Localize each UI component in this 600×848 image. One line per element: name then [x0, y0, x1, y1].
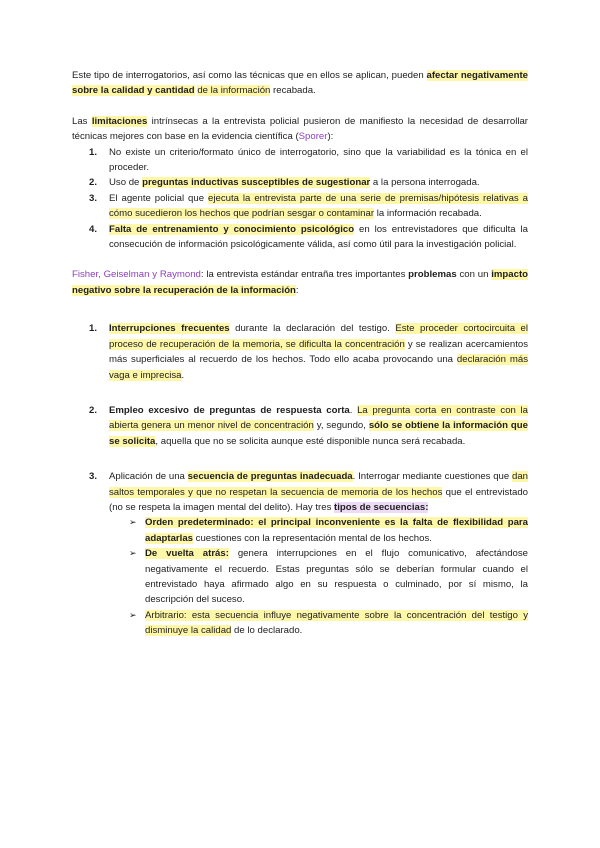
limits-text-end: ): [327, 131, 334, 143]
list-text: , aquella que no se solicita aunque esté disponible nunca será recabada. [155, 435, 466, 447]
limits-highlight: limitaciones [91, 115, 148, 127]
list-highlight: Orden predeterminado: el principal inconveniente es la falta de flexibilidad para adaptarlas [145, 517, 528, 544]
sequences-list [72, 515, 528, 638]
list-text: genera interrupciones en el flujo comunicativo, afectándose negativamente el recuerdo. Estas preguntas sólo se deberían formular cuando el entrevistado haya afirmado algo en su respuesta o culminado, por sí mismo, la descripción del suceso. [145, 548, 528, 606]
list-highlight-purple: tipos de secuencias: [334, 501, 429, 513]
list-highlight: Falta de entrenamiento y conocimiento psicológico [109, 223, 355, 235]
list-item [72, 608, 528, 639]
intro-highlight-info: de la información [197, 85, 271, 97]
list-number: 3. [89, 471, 98, 483]
document-page [72, 68, 528, 639]
intro-text: Este tipo de interrogatorios, así como las técnicas que en ellos se aplican, pueden [72, 70, 427, 81]
list-item [72, 222, 528, 253]
list-item [72, 515, 528, 546]
list-text: durante la declaración del testigo. [229, 323, 396, 335]
list-text: y, segundo, [313, 420, 369, 432]
fisher-bold: problemas [408, 269, 457, 281]
limits-text-body: intrínsecas a la entrevista policial pusieron de manifiesto la necesidad de desarrollar técnicas mejores con base en la evidencia científica ( [72, 115, 528, 143]
list-text: . Interrogar mediante cuestiones que [352, 471, 512, 483]
list-text: El agente policial que [109, 192, 209, 204]
intro-paragraph [72, 68, 528, 99]
problems-list [72, 321, 528, 515]
list-item [72, 175, 528, 190]
list-text: de lo declarado. [231, 625, 303, 637]
list-text: . [181, 369, 185, 381]
list-item [72, 191, 528, 222]
list-highlight: sólo se obtiene la información que se solicita [109, 420, 528, 447]
list-number: 1. [89, 323, 98, 335]
list-item [72, 145, 528, 176]
limits-author: Sporer [298, 131, 328, 143]
list-text: en los entrevistadores que dificulta la consecución de información psicológicamente válida, así como útil para la investigación policial. [109, 223, 528, 251]
list-text: Uso de [109, 177, 143, 189]
fisher-highlight: impacto negativo sobre la recuperación de la información [72, 269, 529, 296]
list-text: cuestiones con la representación mental de los hechos. [193, 532, 432, 544]
intro-text-end: recabada. [270, 85, 316, 97]
arrow-bullet-icon: ➢ [129, 517, 137, 528]
list-item [72, 403, 528, 449]
list-highlight: secuencia de preguntas inadecuada [187, 471, 353, 483]
list-highlight: ejecuta la entrevista parte de una serie de premisas/hipótesis relativas a cómo sucedieron los hechos que podrían sesgar o contaminar [109, 192, 529, 220]
list-number: 3. [89, 192, 98, 204]
list-text: No existe un criterio/formato único de interrogatorio, sino que la variabilidad es la tónica en el proceder. [109, 146, 528, 174]
list-highlight: La pregunta corta en contraste con la abierta genera un menor nivel de concentración [109, 404, 528, 432]
list-number: 2. [89, 404, 98, 416]
list-item [72, 469, 528, 515]
intro-highlight: afectar negativamente sobre la calidad y cantidad [72, 70, 529, 97]
list-number: 1. [89, 146, 98, 158]
fisher-authors: Fisher, Geiselman y Raymond [72, 269, 201, 281]
list-highlight: Arbitrario: esta secuencia influye negativamente sobre la concentración del testigo y disminuye la calidad [145, 609, 528, 637]
list-spacer [72, 383, 528, 403]
list-bold: Empleo excesivo de preguntas de respuesta corta [109, 404, 350, 416]
list-highlight: Este proceder cortocircuita el proceso de recuperación de la memoria, se dificulta la concentración [109, 323, 528, 350]
list-highlight: Interrupciones frecuentes [109, 323, 230, 335]
fisher-text: : la entrevista estándar entraña tres importantes [200, 269, 409, 281]
list-number: 4. [89, 223, 98, 235]
list-highlight: declaración más vaga e imprecisa [109, 354, 528, 381]
arrow-bullet-icon: ➢ [129, 609, 137, 620]
limits-paragraph [72, 114, 528, 145]
list-text: y se realizan acercamientos más superficiales al recuerdo de los hechos. Todo ello acaba provocando una [109, 338, 528, 366]
list-text: a la persona interrogada. [370, 177, 480, 189]
list-text: la información recabada. [374, 208, 482, 220]
list-item [72, 546, 528, 608]
list-item [72, 321, 528, 383]
list-text: Aplicación de una [109, 471, 188, 483]
list-highlight: preguntas inductivas susceptibles de sugestionar [142, 177, 371, 189]
list-highlight: dan saltos temporales y que no respetan la secuencia de memoria de los hechos [109, 471, 528, 498]
arrow-bullet-icon: ➢ [129, 548, 137, 559]
list-text: que el entrevistado (no se respeta la imagen mental del delito). Hay tres [109, 486, 528, 513]
list-number: 2. [89, 177, 98, 189]
fisher-text-end: : [295, 284, 299, 296]
list-text: . [349, 404, 358, 416]
list-spacer [72, 449, 528, 469]
limits-text: Las [72, 115, 92, 127]
fisher-text: con un [456, 269, 492, 281]
fisher-paragraph [72, 267, 528, 298]
limits-list [72, 145, 528, 253]
list-highlight: De vuelta atrás: [145, 548, 229, 560]
